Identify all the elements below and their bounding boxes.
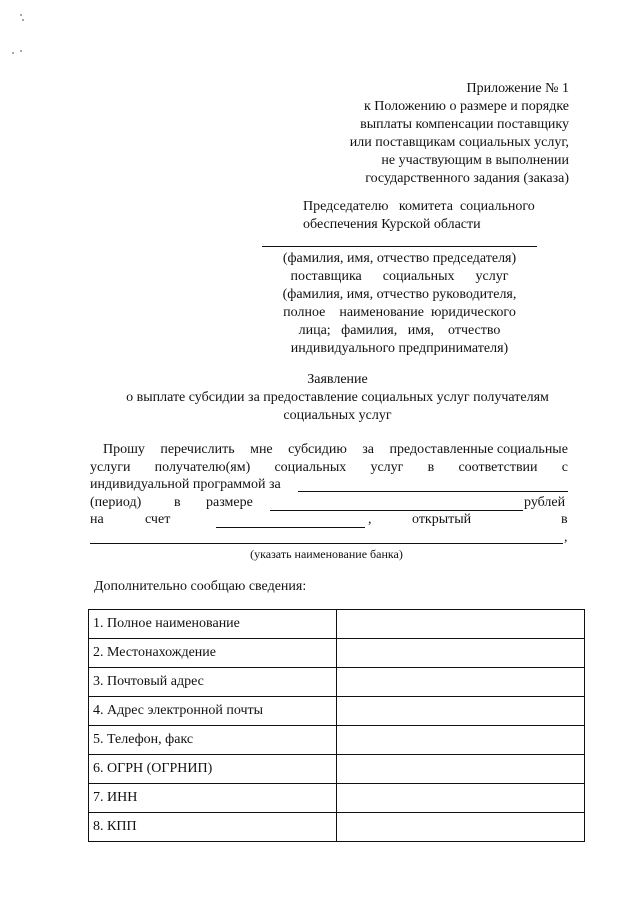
scan-speck [12, 52, 14, 54]
table-value-cell[interactable] [337, 668, 585, 697]
table-value-cell[interactable] [337, 697, 585, 726]
account-number-field[interactable] [216, 527, 365, 528]
bank-hint: (указать наименование банка) [250, 547, 403, 561]
appendix-line: Приложение № 1 [466, 81, 569, 96]
body-word: мне [250, 442, 273, 457]
table-row [89, 813, 585, 842]
amount-field[interactable] [270, 510, 523, 511]
addressee-line: обеспечения Курской области [303, 217, 481, 232]
body-word: услуги [90, 460, 131, 475]
table-label-cell: 7. ИНН [89, 784, 337, 813]
table-label-cell: 5. Телефон, факс [89, 726, 337, 755]
size-label: размере [206, 495, 253, 510]
from-name-field[interactable] [262, 246, 537, 247]
body-word: соответствии [458, 460, 538, 475]
appendix-line: государственного задания (заказа) [365, 171, 569, 186]
account-label: счет [145, 512, 171, 527]
table-label-cell: 6. ОГРН (ОГРНИП) [89, 755, 337, 784]
table-row [89, 639, 585, 668]
scan-speck [20, 50, 22, 52]
body-word: с [561, 460, 568, 475]
body-line-3: индивидуальной программой за [90, 477, 281, 492]
document-title: Заявление [307, 372, 368, 387]
table-value-cell[interactable] [337, 784, 585, 813]
table-label-cell: 1. Полное наименование [89, 610, 337, 639]
table-row [89, 610, 585, 639]
appendix-line: к Положению о размере и порядке [363, 99, 569, 114]
period-label: (период) [90, 495, 142, 510]
table-value-cell[interactable] [337, 639, 585, 668]
table-label-cell: 3. Почтовый адрес [89, 668, 337, 697]
body-word: субсидию [288, 442, 347, 457]
appendix-line: выплаты компенсации поставщику [360, 117, 569, 132]
table-label-cell: 8. КПП [89, 813, 337, 842]
body-line-1 [103, 441, 568, 459]
from-note-line: индивидуального предпринимателя) [290, 341, 509, 356]
from-note [262, 250, 537, 358]
additional-info-table [88, 609, 585, 842]
body-word: социальных [274, 460, 347, 475]
from-note-line: поставщика социальных услуг [290, 269, 509, 284]
body-word: Прошу [103, 442, 145, 457]
opened-label: открытый [412, 512, 472, 527]
to-word: на [90, 512, 104, 527]
table-value-cell[interactable] [337, 755, 585, 784]
table-row [89, 726, 585, 755]
from-note-line: лица; фамилия, имя, отчество [298, 323, 501, 338]
from-note-line: полное наименование юридического [283, 305, 516, 320]
body-line-2 [90, 459, 568, 477]
table-value-cell[interactable] [337, 610, 585, 639]
from-note-line: (фамилия, имя, отчество председателя) [282, 251, 517, 266]
in-word: в [174, 495, 181, 510]
additional-heading: Дополнительно сообщаю сведения: [94, 579, 307, 594]
table-row [89, 668, 585, 697]
program-period-field[interactable] [298, 491, 568, 492]
bank-name-field[interactable] [90, 543, 563, 544]
table-label-cell: 4. Адрес электронной почты [89, 697, 337, 726]
table-value-cell[interactable] [337, 726, 585, 755]
in-word: в [561, 512, 568, 527]
scan-speck [20, 14, 22, 16]
body-word: в [427, 460, 435, 475]
body-word: предоставленные социальные [389, 442, 568, 457]
rubles-label: рублей [524, 495, 566, 510]
table-row [89, 755, 585, 784]
table-label-cell: 2. Местонахождение [89, 639, 337, 668]
table-row [89, 697, 585, 726]
body-word: за [362, 442, 375, 457]
table-value-cell[interactable] [337, 813, 585, 842]
document-subtitle: социальных услуг [283, 408, 392, 423]
appendix-line: не участвующим в выполнении [381, 153, 569, 168]
comma: , [368, 512, 372, 527]
scan-speck [22, 19, 24, 21]
table-row [89, 784, 585, 813]
from-note-line: (фамилия, имя, отчество руководителя, [282, 287, 517, 302]
addressee-line: Председателю комитета социального [303, 199, 535, 214]
comma: , [564, 530, 568, 545]
appendix-block [269, 80, 569, 188]
body-word: услуг [370, 460, 404, 475]
body-word: перечислить [160, 442, 235, 457]
body-word: получателю(ям) [154, 460, 251, 475]
document-subtitle: о выплате субсидии за предоставление социальных услуг получателям [126, 390, 549, 405]
appendix-line: или поставщикам социальных услуг, [349, 135, 569, 150]
